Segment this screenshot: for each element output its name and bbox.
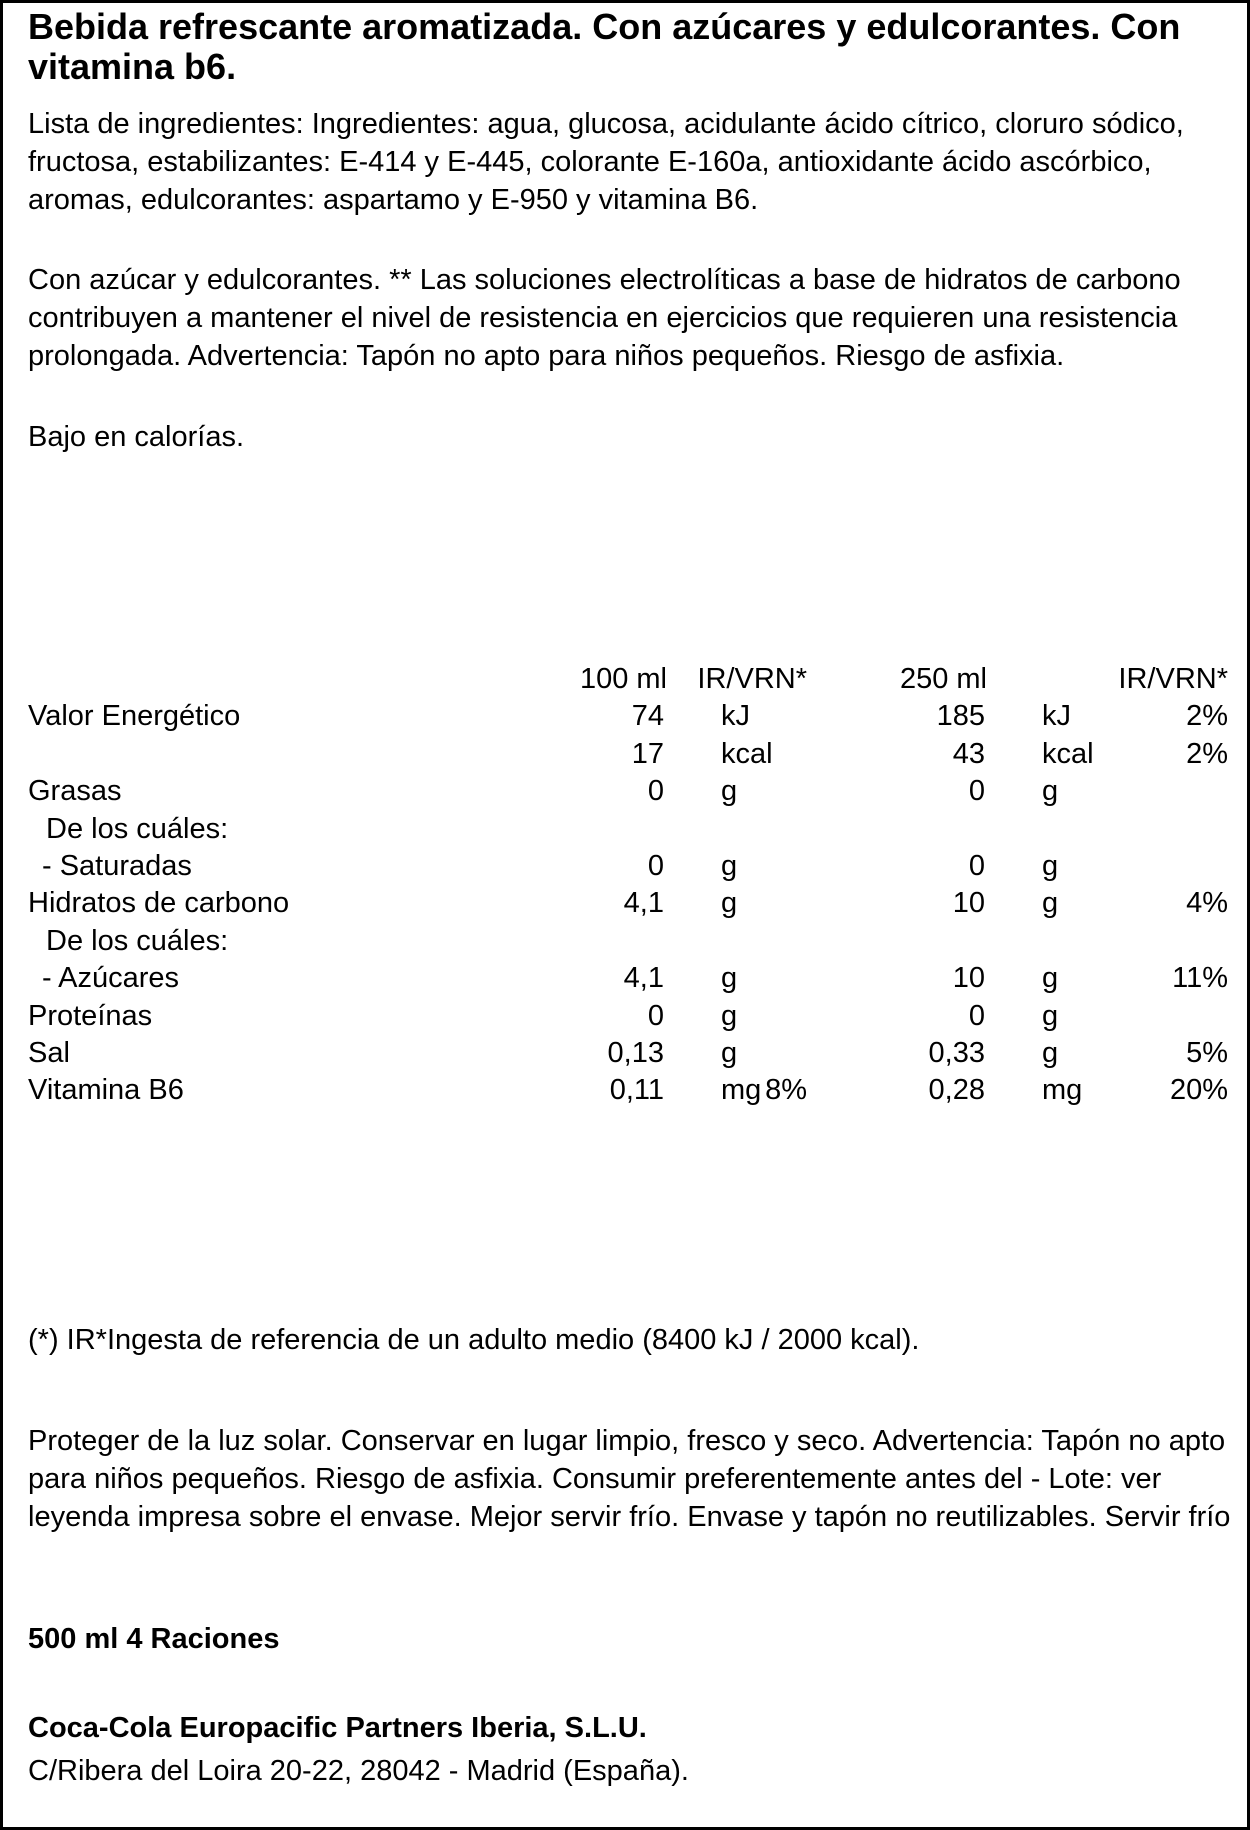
unit-100ml: g [721, 849, 738, 882]
value-100ml: 0,13 [607, 1036, 664, 1069]
storage-text: Proteger de la luz solar. Conservar en lugar limpio, fresco y seco. Advertencia: Tapón no apto para niños pequeños. Riesgo de asfixia. Consumir preferentemente antes del - Lote: ver leyenda impresa sobre el envase. Mejor servir frío. Envase y tapón no reutilizables. Servir frío [28, 1425, 1231, 1533]
unit-100ml: g [721, 962, 738, 995]
nutrient-label: - Saturadas [42, 849, 192, 882]
value-250ml: 185 [936, 700, 985, 733]
unit-250ml: g [1042, 962, 1059, 995]
ingredients-text: Lista de ingredientes: Ingredientes: agua, glucosa, acidulante ácido cítrico, cloruro sódico, fructosa, estabilizantes: E-414 y E-445, colorante E-160a, antioxidante ácido ascórbico, aromas, edulcorantes: aspartamo y E-950 y vitamina B6. [28, 108, 1184, 216]
nutrition-row [28, 773, 1228, 810]
nutrient-label: - Azúcares [42, 962, 179, 995]
product-title: Bebida refrescante aromatizada. Con azúcares y edulcorantes. Con vitamina b6. [28, 6, 1181, 87]
ir-250ml: 4% [1186, 887, 1228, 920]
nutrient-label: Hidratos de carbono [28, 887, 290, 920]
nutrition-row [28, 848, 1228, 885]
value-100ml: 4,1 [623, 887, 664, 920]
unit-100ml: kJ [721, 700, 750, 733]
low-calorie-text: Bajo en calorías. [28, 421, 245, 453]
value-100ml: 0 [647, 849, 664, 882]
value-250ml: 43 [952, 737, 985, 770]
unit-250ml: g [1042, 775, 1059, 808]
unit-250ml: g [1042, 849, 1059, 882]
value-100ml: 0 [647, 999, 664, 1032]
header-250ml: 250 ml [899, 663, 987, 695]
nutrition-row [28, 1072, 1228, 1109]
ir-250ml: 20% [1169, 1074, 1228, 1107]
unit-250ml: g [1042, 887, 1059, 920]
nutrition-header-row [28, 661, 1228, 698]
nutrient-label: Grasas [28, 775, 122, 808]
value-250ml: 10 [952, 962, 985, 995]
unit-100ml: g [721, 887, 738, 920]
nutrition-row [28, 1035, 1228, 1072]
nutrition-row [28, 736, 1228, 773]
value-250ml: 0,28 [928, 1074, 985, 1107]
value-100ml: 4,1 [623, 962, 664, 995]
nutrient-label: Vitamina B6 [28, 1074, 184, 1107]
header-100ml: 100 ml [579, 663, 667, 695]
unit-250ml: g [1042, 999, 1059, 1032]
header-ir-100ml: IR/VRN* [697, 663, 807, 695]
value-250ml: 0,33 [928, 1036, 985, 1069]
ir-250ml: 2% [1186, 700, 1228, 733]
nutrient-label: Valor Energético [28, 700, 241, 733]
company-name: Coca-Cola Europacific Partners Iberia, S.L.U. [28, 1712, 647, 1744]
nutrient-label: Sal [28, 1036, 70, 1069]
nutrient-label: De los cuáles: [46, 812, 229, 845]
unit-100ml: g [721, 775, 738, 808]
nutrition-rows [28, 698, 1228, 1109]
nutrition-row [28, 885, 1228, 922]
nutrition-table [28, 661, 1228, 1110]
unit-100ml: kcal [721, 737, 773, 770]
nutrient-label: De los cuáles: [46, 924, 229, 957]
nutrition-row [28, 698, 1228, 735]
header-ir-250ml: IR/VRN* [1118, 663, 1228, 695]
ir-250ml: 5% [1186, 1036, 1228, 1069]
unit-100ml: g [721, 1036, 738, 1069]
ir-250ml: 11% [1172, 962, 1228, 995]
value-250ml: 0 [968, 849, 985, 882]
quantity-text: 500 ml 4 Raciones [28, 1623, 280, 1655]
unit-100ml: g [721, 999, 738, 1032]
value-100ml: 17 [631, 737, 664, 770]
ir-250ml: 2% [1186, 737, 1228, 770]
claims-text: Con azúcar y edulcorantes. ** Las soluciones electrolíticas a base de hidratos de carbono contribuyen a mantener el nivel de resistencia en ejercicios que requieren una resistencia prolongada. Advertencia: Tapón no apto para niños pequeños. Riesgo de asfixia. [28, 264, 1181, 372]
unit-250ml: kcal [1042, 737, 1094, 770]
nutrition-row [28, 998, 1228, 1035]
value-100ml: 74 [631, 700, 664, 733]
value-250ml: 0 [968, 775, 985, 808]
nutrient-label: Proteínas [28, 999, 153, 1032]
value-100ml: 0,11 [609, 1074, 664, 1107]
ir-100ml: 8% [765, 1074, 807, 1107]
value-250ml: 0 [968, 999, 985, 1032]
unit-100ml: mg [721, 1074, 762, 1107]
nutrition-row [28, 960, 1228, 997]
unit-250ml: mg [1042, 1074, 1083, 1107]
value-250ml: 10 [952, 887, 985, 920]
footnote-text: (*) IR*Ingesta de referencia de un adulto medio (8400 kJ / 2000 kcal). [28, 1324, 920, 1356]
nutrition-row [28, 923, 1228, 960]
nutrition-row [28, 811, 1228, 848]
unit-250ml: g [1042, 1036, 1059, 1069]
company-address: C/Ribera del Loira 20-22, 28042 - Madrid (España). [28, 1755, 689, 1787]
value-100ml: 0 [647, 775, 664, 808]
unit-250ml: kJ [1042, 700, 1071, 733]
